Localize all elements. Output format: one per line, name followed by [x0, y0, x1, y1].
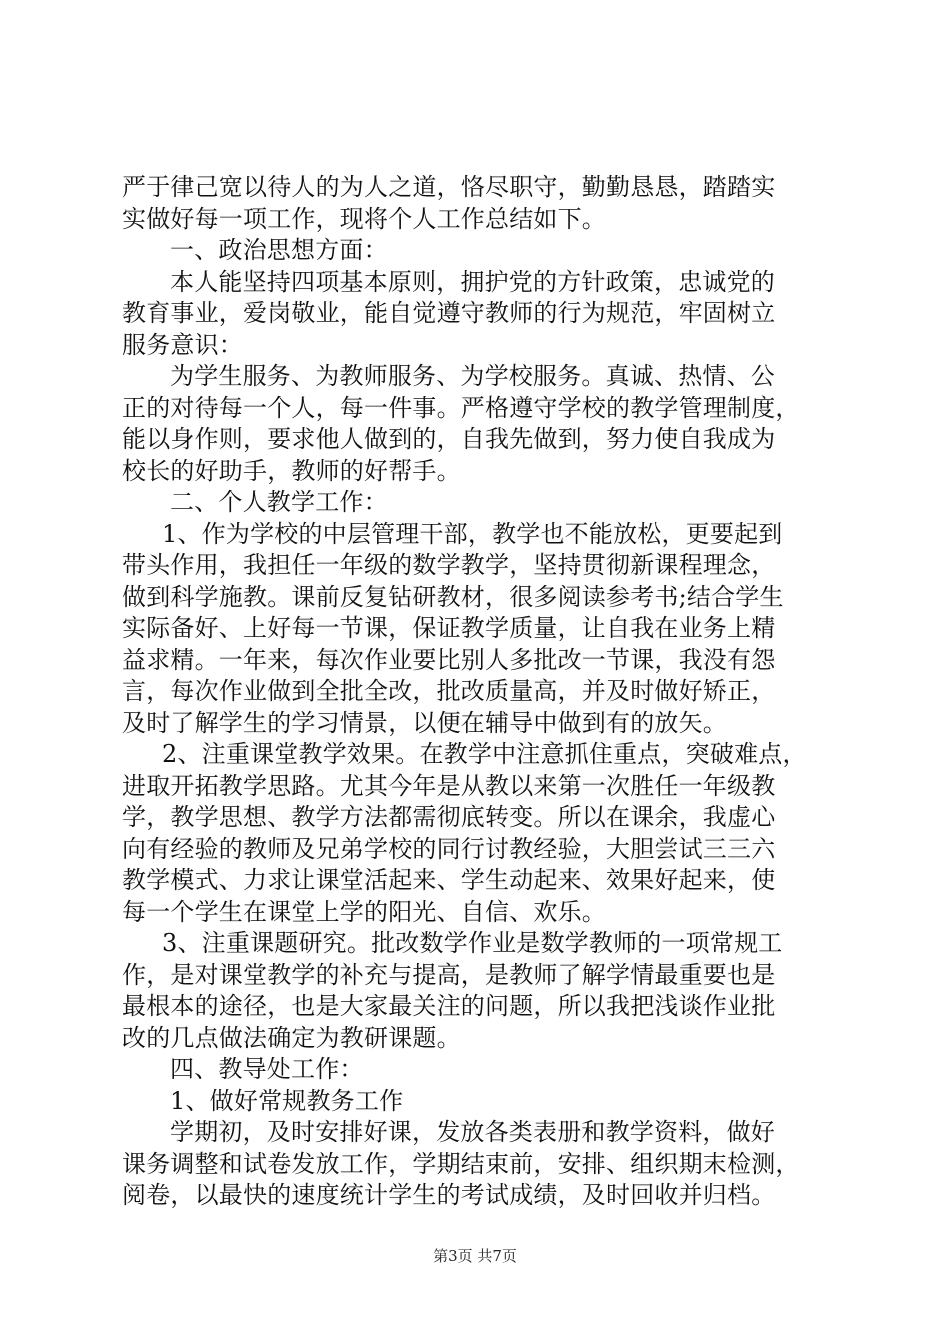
- text-line: 能以身作则，要求他人做到的，自我先做到，努力使自我成为: [122, 425, 776, 453]
- text-line: 教学模式、力求让课堂活起来、学生动起来、效果好起来，使: [122, 866, 776, 894]
- section-heading: 二、个人教学工作：: [170, 488, 388, 516]
- text-line: 益求精。一年来，每次作业要比别人多批改一节课，我没有怨: [122, 645, 776, 674]
- text-line: 作，是对课堂教学的补充与提高，是教师了解学情最重要也是: [122, 960, 776, 989]
- text-line: 教育事业，爱岗敬业，能自觉遵守教师的行为规范，牢固树立: [122, 299, 776, 327]
- text-line: 正的对待每一个人，每一件事。严格遵守学校的教学管理制度，: [122, 393, 800, 422]
- section-heading: 一、政治思想方面：: [170, 236, 388, 264]
- text-line: 本人能坚持四项基本原则，拥护党的方针政策，忠诚党的: [170, 267, 775, 296]
- text-line: 最根本的途径，也是大家最关注的问题，所以我把浅谈作业批: [122, 992, 776, 1020]
- text-line: 做到科学施教。课前反复钻研教材，很多阅读参考书;结合学生: [122, 582, 784, 611]
- text-line: 为学生服务、为教师服务、为学校服务。真诚、热情、公: [170, 362, 775, 390]
- page-number-footer: 第3页 共7页: [433, 1247, 517, 1265]
- text-line: 言，每次作业做到全批全改，批改质量高，并及时做好矫正，: [122, 677, 776, 705]
- subsection-heading: 1、做好常规教务工作: [170, 1086, 404, 1115]
- text-line: 课务调整和试卷发放工作，学期结束前，安排、组织期末检测，: [122, 1149, 800, 1178]
- text-line: 校长的好助手，教师的好帮手。: [122, 456, 461, 485]
- document-body: [122, 172, 834, 1212]
- text-line: 阅卷，以最快的速度统计学生的考试成绩，及时回收并归档。: [122, 1181, 776, 1209]
- text-line: 每一个学生在课堂上学的阳光、自信、欢乐。: [122, 897, 606, 926]
- text-line: 改的几点做法确定为教研课题。: [122, 1023, 461, 1052]
- text-line: 3、注重课题研究。批改数学作业是数学教师的一项常规工: [162, 929, 783, 957]
- text-line: 学，教学思想、教学方法都需彻底转变。所以在课余，我虚心: [122, 803, 776, 831]
- text-line: 严于律己宽以待人的为人之道，恪尽职守，勤勤恳恳，踏踏实: [122, 173, 776, 201]
- text-line: 实做好每一项工作，现将个人工作总结如下。: [122, 204, 606, 233]
- text-line: 学期初，及时安排好课，发放各类表册和教学资料，做好: [170, 1118, 775, 1146]
- text-line: 2、注重课堂教学效果。在教学中注意抓住重点，突破难点，: [162, 740, 807, 768]
- text-line: 带头作用，我担任一年级的数学教学，坚持贯彻新课程理念，: [122, 551, 776, 579]
- text-line: 及时了解学生的学习情景，以便在辅导中做到有的放矢。: [122, 708, 727, 737]
- text-line: 向有经验的教师及兄弟学校的同行讨教经验，大胆尝试三三六: [122, 834, 776, 863]
- text-line: 实际备好、上好每一节课，保证教学质量，让自我在业务上精: [122, 614, 776, 642]
- text-line: 1、作为学校的中层管理干部，教学也不能放松，更要起到: [162, 519, 783, 548]
- section-heading: 四、教导处工作：: [170, 1055, 364, 1083]
- text-line: 进取开拓教学思路。尤其今年是从教以来第一次胜任一年级教: [122, 771, 776, 800]
- text-line: 服务意识：: [122, 330, 243, 359]
